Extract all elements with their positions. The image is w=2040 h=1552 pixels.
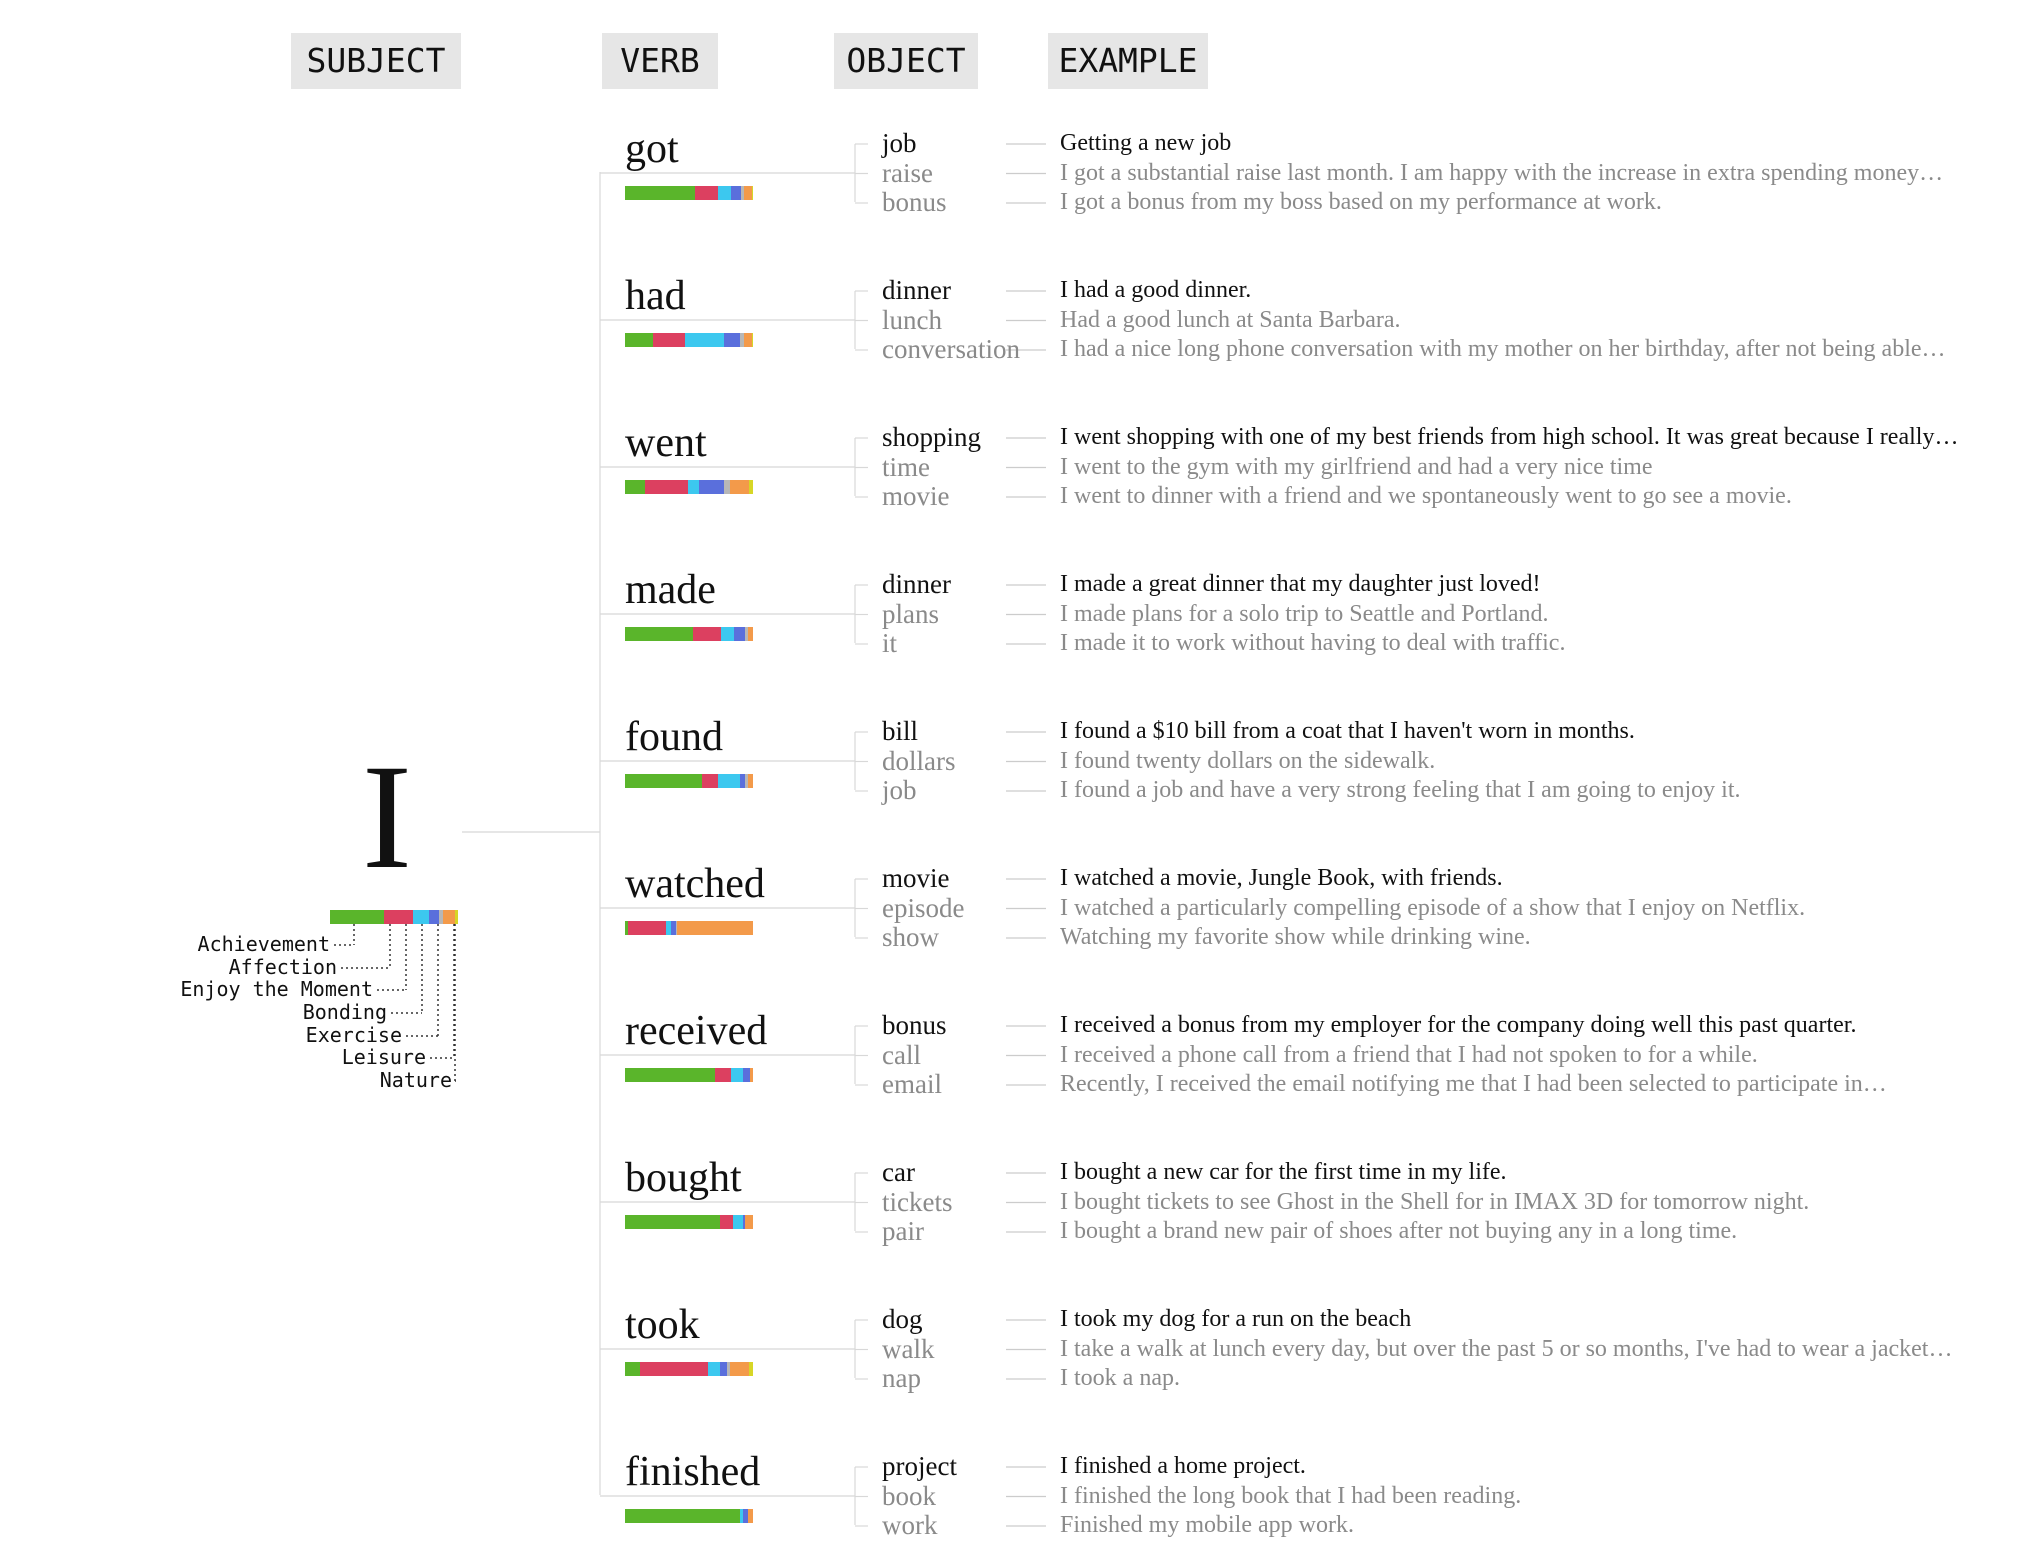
verb-bought-segment-enjoy-the-moment: [733, 1215, 743, 1229]
object-received-call: call: [882, 1039, 921, 1070]
example-watched-episode: I watched a particularly compelling episode of a show that I enjoy on Netflix.: [1060, 894, 1806, 921]
verb-bought: bought: [625, 1155, 742, 1201]
verb-had-segment-affection: [653, 333, 685, 347]
object-watched-episode: episode: [882, 892, 965, 923]
verb-had-segment-leisure: [744, 333, 752, 347]
subject-segment-bonding: [429, 910, 439, 924]
object-took-walk: walk: [882, 1333, 935, 1364]
object-found-dollars: dollars: [882, 745, 956, 776]
verb-header: VERB: [602, 33, 718, 89]
verb-received-segment-achievement: [625, 1068, 715, 1082]
verb-made-segment-bonding: [734, 627, 746, 641]
example-finished-work: Finished my mobile app work.: [1060, 1512, 1354, 1538]
object-watched-show: show: [882, 922, 940, 952]
verb-went-segment-leisure: [730, 480, 749, 494]
object-bought-pair: pair: [882, 1216, 924, 1246]
verb-went: went: [625, 420, 707, 466]
verb-took-segment-affection: [640, 1362, 708, 1376]
verb-had-segment-enjoy-the-moment: [685, 333, 723, 347]
example-took-nap: I took a nap.: [1060, 1365, 1180, 1391]
verb-went-segment-affection: [645, 480, 687, 494]
example-went-shopping: I went shopping with one of my best friends from high school. It was great because I really…: [1060, 424, 1959, 450]
example-found-dollars: I found twenty dollars on the sidewalk.: [1060, 747, 1436, 774]
object-found-bill: bill: [882, 716, 919, 746]
object-bought-car: car: [882, 1157, 915, 1187]
verb-watched-segment-affection: [628, 921, 666, 935]
verb-category-bar-found: [625, 774, 753, 788]
object-got-raise: raise: [882, 157, 933, 188]
legend-label-leisure: Leisure: [341, 1045, 426, 1069]
example-bought-pair: I bought a brand new pair of shoes after not buying any in a long time.: [1060, 1218, 1738, 1244]
example-had-conversation: I had a nice long phone conversation with my mother on her birthday, after not being able…: [1060, 336, 1946, 362]
verb-went-segment-enjoy-the-moment: [688, 480, 700, 494]
example-finished-project: I finished a home project.: [1060, 1453, 1306, 1479]
example-bought-tickets: I bought tickets to see Ghost in the Shell for in IMAX 3D for tomorrow night.: [1060, 1188, 1810, 1215]
verb-got: got: [625, 126, 679, 172]
verb-category-bar-got: [625, 186, 753, 200]
example-went-movie: I went to dinner with a friend and we spontaneously went to go see a movie.: [1060, 483, 1792, 509]
object-made-dinner: dinner: [882, 569, 951, 599]
verb-category-bar-received: [625, 1068, 753, 1082]
subject-category-bar: [330, 910, 458, 924]
verb-found-segment-affection: [702, 774, 719, 788]
example-watched-show: Watching my favorite show while drinking wine.: [1060, 924, 1531, 950]
verb-watched: watched: [625, 861, 765, 907]
verb-watched-segment-leisure: [677, 921, 753, 935]
object-had-conversation: conversation: [882, 334, 1020, 364]
verb-took-segment-leisure: [730, 1362, 749, 1376]
subject-segment-leisure: [443, 910, 456, 924]
object-made-plans: plans: [882, 598, 939, 629]
verb-got-segment-bonding: [731, 186, 741, 200]
object-watched-movie: movie: [882, 863, 950, 893]
verb-had-segment-achievement: [625, 333, 653, 347]
object-finished-book: book: [882, 1480, 936, 1511]
verb-received-segment-bonding: [743, 1068, 751, 1082]
verb-bought-segment-achievement: [625, 1215, 720, 1229]
verb-made-segment-leisure: [748, 627, 753, 641]
object-had-dinner: dinner: [882, 275, 951, 305]
subject-segment-affection: [384, 910, 413, 924]
verb-category-bar-made: [625, 627, 753, 641]
verb-took-segment-enjoy-the-moment: [708, 1362, 720, 1376]
object-had-lunch: lunch: [882, 304, 942, 335]
object-received-bonus: bonus: [882, 1010, 947, 1040]
verb-category-bar-bought: [625, 1215, 753, 1229]
object-received-email: email: [882, 1069, 942, 1099]
legend-label-exercise: Exercise: [305, 1023, 402, 1047]
verb-finished-segment-achievement: [625, 1509, 740, 1523]
verb-finished-segment-leisure: [748, 1509, 753, 1523]
verb-got-segment-affection: [695, 186, 718, 200]
verb-took: took: [625, 1302, 700, 1348]
example-took-walk: I take a walk at lunch every day, but over the past 5 or so months, I've had to wear a jacket…: [1060, 1335, 1953, 1362]
verb-got-segment-nature: [752, 186, 753, 200]
verb-had-segment-nature: [752, 333, 753, 347]
object-went-movie: movie: [882, 481, 950, 511]
verb-received: received: [625, 1008, 768, 1054]
subject-segment-achievement: [330, 910, 384, 924]
object-got-job: job: [882, 128, 917, 158]
object-bought-tickets: tickets: [882, 1186, 953, 1217]
example-got-raise: I got a substantial raise last month. I am happy with the increase in extra spending money…: [1060, 159, 1944, 186]
verb-had-segment-bonding: [724, 333, 741, 347]
verb-received-segment-affection: [715, 1068, 732, 1082]
legend-label-bonding: Bonding: [302, 1000, 387, 1024]
example-header: EXAMPLE: [1048, 33, 1208, 89]
example-had-dinner: I had a good dinner.: [1060, 277, 1252, 303]
example-had-lunch: Had a good lunch at Santa Barbara.: [1060, 306, 1401, 333]
verb-category-bar-had: [625, 333, 753, 347]
example-made-plans: I made plans for a solo trip to Seattle and Portland.: [1060, 600, 1549, 627]
verb-category-bar-took: [625, 1362, 753, 1376]
verb-bought-segment-affection: [720, 1215, 733, 1229]
example-found-job: I found a job and have a very strong feeling that I am going to enjoy it.: [1060, 777, 1741, 803]
verb-got-segment-enjoy-the-moment: [718, 186, 731, 200]
verb-received-segment-enjoy-the-moment: [731, 1068, 743, 1082]
verb-made: made: [625, 567, 716, 613]
object-finished-work: work: [882, 1510, 938, 1540]
example-finished-book: I finished the long book that I had been reading.: [1060, 1482, 1522, 1509]
object-took-dog: dog: [882, 1304, 923, 1334]
example-made-it: I made it to work without having to deal with traffic.: [1060, 630, 1566, 656]
verb-bought-segment-leisure: [745, 1215, 753, 1229]
verb-made-segment-enjoy-the-moment: [721, 627, 734, 641]
example-went-time: I went to the gym with my girlfriend and had a very nice time: [1060, 453, 1653, 480]
object-got-bonus: bonus: [882, 187, 947, 217]
subject-segment-nature: [455, 910, 458, 924]
example-watched-movie: I watched a movie, Jungle Book, with friends.: [1060, 865, 1503, 891]
verb-had: had: [625, 273, 686, 319]
legend-label-affection: Affection: [228, 955, 337, 979]
verb-finished: finished: [625, 1449, 761, 1495]
verb-found: found: [625, 714, 723, 760]
verb-category-bar-went: [625, 480, 753, 494]
verb-went-segment-nature: [749, 480, 753, 494]
example-got-job: Getting a new job: [1060, 130, 1232, 156]
verb-received-segment-leisure: [750, 1068, 753, 1082]
legend-label-enjoy-the-moment: Enjoy the Moment: [180, 977, 373, 1001]
verb-got-segment-leisure: [744, 186, 752, 200]
verb-got-segment-achievement: [625, 186, 695, 200]
example-received-bonus: I received a bonus from my employer for the company doing well this past quarter.: [1060, 1012, 1857, 1038]
object-header: OBJECT: [834, 33, 978, 89]
object-went-time: time: [882, 451, 930, 482]
verb-found-segment-leisure: [748, 774, 753, 788]
example-took-dog: I took my dog for a run on the beach: [1060, 1306, 1412, 1332]
verb-took-segment-bonding: [720, 1362, 728, 1376]
example-bought-car: I bought a new car for the first time in my life.: [1060, 1159, 1507, 1185]
example-made-dinner: I made a great dinner that my daughter just loved!: [1060, 571, 1541, 597]
verb-went-segment-bonding: [699, 480, 723, 494]
object-took-nap: nap: [882, 1363, 921, 1393]
subject-header: SUBJECT: [291, 33, 461, 89]
legend-label-nature: Nature: [379, 1068, 452, 1092]
verb-found-segment-achievement: [625, 774, 702, 788]
example-received-email: Recently, I received the email notifying me that I had been selected to participate in…: [1060, 1071, 1887, 1097]
legend-label-achievement: Achievement: [197, 932, 330, 956]
subject-segment-enjoy-the-moment: [413, 910, 428, 924]
object-finished-project: project: [882, 1451, 957, 1481]
verb-took-segment-achievement: [625, 1362, 640, 1376]
object-made-it: it: [882, 628, 898, 658]
verb-found-segment-enjoy-the-moment: [718, 774, 740, 788]
example-found-bill: I found a $10 bill from a coat that I haven't worn in months.: [1060, 718, 1635, 744]
verb-category-bar-finished: [625, 1509, 753, 1523]
object-went-shopping: shopping: [882, 422, 982, 452]
verb-category-bar-watched: [625, 921, 753, 935]
verb-took-segment-nature: [749, 1362, 753, 1376]
verb-made-segment-affection: [693, 627, 721, 641]
verb-went-segment-achievement: [625, 480, 645, 494]
object-found-job: job: [882, 775, 917, 805]
subject-word: I: [362, 734, 412, 900]
example-received-call: I received a phone call from a friend that I had not spoken to for a while.: [1060, 1041, 1758, 1068]
verb-made-segment-achievement: [625, 627, 693, 641]
example-got-bonus: I got a bonus from my boss based on my performance at work.: [1060, 189, 1662, 215]
